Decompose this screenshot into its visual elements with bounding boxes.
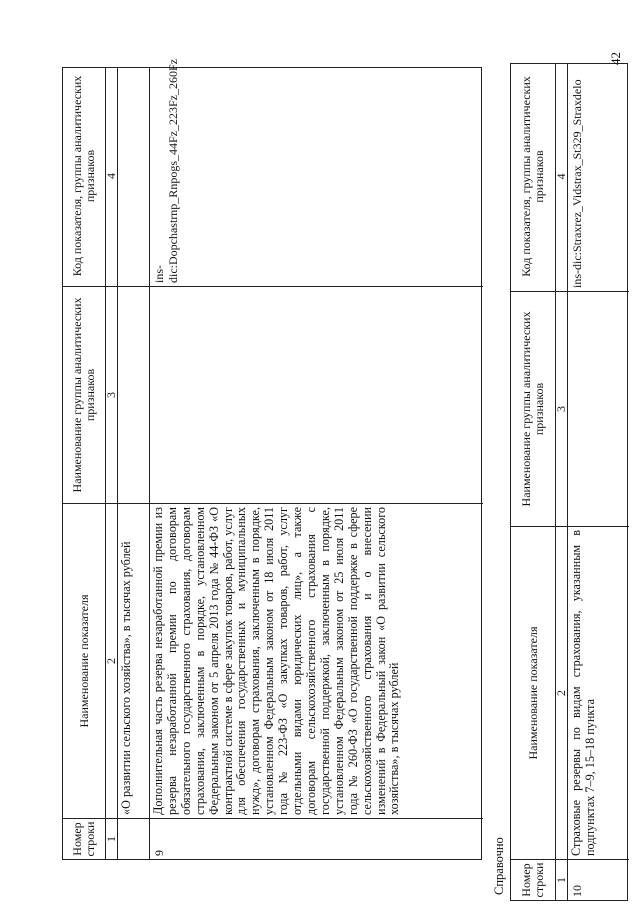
group-name-cell [150,287,483,504]
table-header-row [511,64,555,900]
col-number-1: 1 [104,836,118,842]
column-number-row [555,64,567,900]
header-row-number: Номер строки [70,821,97,857]
reference-caption: Справочно [492,837,506,895]
column-number-row [105,68,117,859]
header-code: Код показателя, группы аналитических признаков [63,66,105,287]
header-indicator-name: Наименование показателя [511,527,555,860]
header-group-name: Наименование группы аналитических признаков [63,287,105,504]
row-number-cell: 10 [570,885,584,897]
header-indicator-name: Наименование показателя [63,504,105,819]
header-code: Код показателя, группы аналитических признаков [511,62,555,292]
table-row-continuation [117,68,149,859]
col-number-4: 4 [556,62,567,292]
header-group-name: Наименование группы аналитических признаков [511,292,555,527]
group-name-cell [568,292,629,527]
indicator-name-cell: Страховые резервы по видам страхования, указанным в подпунктах 7–9, 15–18 пункта [568,527,629,860]
row-number-cell [118,819,149,859]
header-row-number: Номер строки [519,862,546,898]
table-row-9 [149,59,483,859]
row-number-cell: 9 [152,850,166,856]
col-number-2: 2 [106,504,117,819]
code-cell: ins-dic:Dopchastrnp_Rnpogs_44Fz_223Fz_260Fz [150,66,483,287]
indicator-name-cell: Дополнительная часть резерва незаработанной премии из резерва незаработанной премии по договорам обязательного государственного страхования, договорам страхования, заключенным в порядке, установленном Федеральным законом от 5 апреля 2013 года № 44-ФЗ «О контрактной системе в сфере закупок товаров, работ, услуг для обеспечения государственных и муниципальных нужд», договорам страхования, заключенным в порядке, установленном Федеральным законом от 18 июля 2011 года № 223-ФЗ «О закупках товаров, работ, услуг отдельными видами юридических лиц», а также договорам сельскохозяйственного страхования с государственной поддержкой, заключенным в порядке, установленном Федеральным законом от 25 июля 2011 года № 260-ФЗ «О государственной поддержке в сфере сельскохозяйственного страхования и о внесении изменений в Федеральный закон «О развитии сельского хозяйства», в тысячах рублей [150,504,483,819]
indicator-name-cell: «О развитии сельского хозяйства», в тысячах рублей [118,504,149,819]
page-number: 42 [608,52,623,65]
code-cell: ins-dic:Straxrez_Vidstrax_St329_Straxdelo [568,62,629,292]
table-header-row [63,68,105,859]
reference-table [510,63,628,901]
col-number-3: 3 [106,287,117,504]
col-number-1: 1 [554,877,568,883]
indicators-table [62,59,482,860]
col-number-3: 3 [556,292,567,527]
table-row-10 [567,64,629,900]
code-cell [118,66,149,287]
col-number-4: 4 [106,66,117,287]
col-number-2: 2 [556,527,567,860]
group-name-cell [118,287,149,504]
